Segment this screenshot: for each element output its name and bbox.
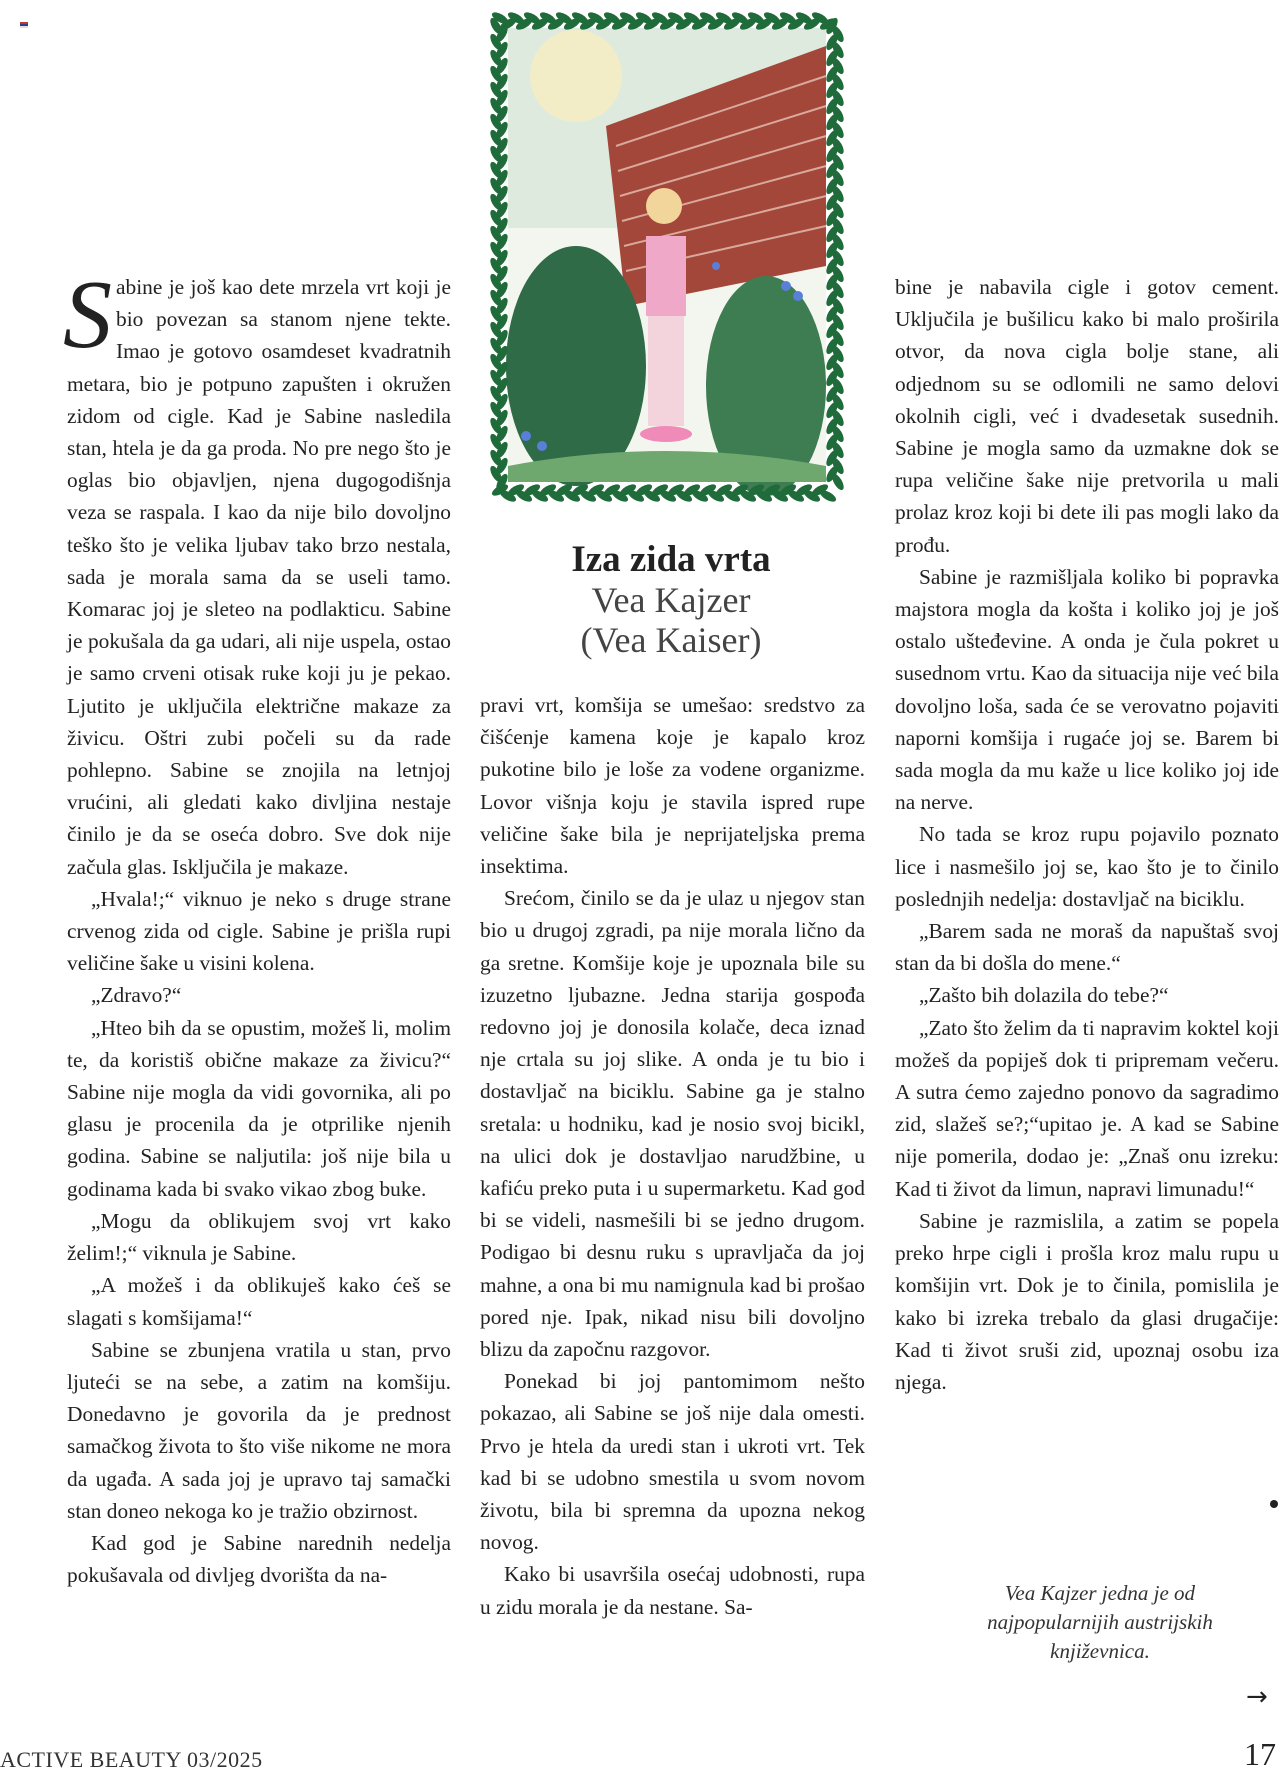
paragraph: Ponekad bi joj pantomimom nešto pokazao, ali Sabine se još nije dala omesti. Prvo je htela da uredi stan i ukroti vrt. Tek kad bi se udobno smestila u svom novom životu, bila bi spremna da upozna nekog novog. (480, 1369, 865, 1555)
paragraph: Sabine je razmislila, a zatim se popela preko hrpe cigli i prošla kroz malu rupu u komšijin vrt. Dok je to činila, pomislila je kako bi izreka trebalo da glasi drugačije: Kad ti život sruši zid, upoznaj osobu iza njega. (895, 1208, 1279, 1394)
paragraph: „A možeš i da oblikuješ kako ćeš se slagati s komšijama!“ (67, 1273, 451, 1330)
paragraph: No tada se kroz rupu pojavilo poznato lice i nasmešilo joj se, kao što je to činilo poslednjih nedelja: dostavljač na biciklu. (895, 822, 1279, 911)
drop-cap: S (63, 261, 112, 369)
article-column-2 (480, 689, 865, 1623)
end-of-article-mark (1270, 1500, 1278, 1508)
arrow-right-icon[interactable]: → (1246, 1682, 1268, 1712)
article-title-block (486, 540, 856, 660)
paragraph: „Barem sada ne moraš da napuštaš svoj stan da bi došla do mene.“ (895, 919, 1279, 976)
paragraph: bine je nabavila cigle i gotov cement. Uključila je bušilicu kako bi malo proširila otvor, da nova cigla bolje stane, ali odjednom su se odlomili ne samo delovi okolnih cigli, već i dvadesetak susednih. Sabine je mogla samo da uzmakne dok se rupa veličine šake nije pretvorila u mali prolaz kroz koji bi dete ili pas mogli lako da prođu. (895, 275, 1279, 557)
garden-illustration-icon (486, 6, 848, 504)
article-title: Iza zida vrta (571, 539, 771, 580)
article-column-3 (895, 271, 1279, 1398)
article-author: Vea Kajzer (591, 580, 751, 620)
article-author-original: (Vea Kaiser) (580, 620, 762, 660)
magazine-issue: ACTIVE BEAUTY 03/2025 (0, 1747, 263, 1772)
paragraph: pravi vrt, komšija se umešao: sredstvo za čišćenje kamena koje je kapalo kroz pukotine bilo je loše za vodene organizme. Lovor višnja koju je stavila ispred rupe veličine šake bila je neprijateljska prema insektima. (480, 693, 865, 879)
paragraph: „Zato što želim da ti napravim koktel koji možeš da popiješ dok ti pripremam večeru. A sutra ćemo zajedno ponovo da sagradimo zid, slažeš se?;“upitao je. A kad se Sabine nije pomerila, dodao je: „Znaš onu izreku: Kad ti život da limun, napravi limunadu!“ (895, 1015, 1279, 1201)
page-number: 17 (1244, 1736, 1276, 1772)
article-column-1 (63, 261, 451, 1591)
paragraph: „Zdravo?“ (91, 983, 182, 1008)
paragraph: Kad god je Sabine narednih nedelja pokušavala od divljeg dvorišta da na- (67, 1530, 451, 1588)
paragraph: „Hvala!;“ viknuo je neko s druge strane crvenog zida od cigle. Sabine je prišla rupi veličine šake u visini kolena. (67, 886, 451, 976)
paragraph: Sabine se zbunjena vratila u stan, prvo ljuteći se na sebe, a zatim na komšiju. Donedavno je govorila da je prednost samačkog života to što više nikome ne mora da ugađa. A sada joj je upravo taj samački stan doneo nekoga ko je tražio obzirnost. (67, 1337, 451, 1523)
paragraph: „Mogu da oblikujem svoj vrt kako želim!;“ viknula je Sabine. (67, 1208, 451, 1266)
paragraph: Srećom, činilo se da je ulaz u njegov stan bio u drugoj zgradi, pa nije morala lično da ga sretne. Komšije koje je upoznala bile su izuzetno ljubazne. Jedna starija gospođa redovno joj je donosila kolače, deca iznad nje crtala su joj slike. A onda je tu bio i dostavljač na biciklu. Sabine ga je stalno sretala: u hodniku, kad je nosio svoj bicikl, na ulici dok je dostavljao narudžbine, u kafiću preko puta i u supermarketu. Kad god bi se videli, nasmešili bi se jedno drugom. Podigao bi desnu ruku s upravljača da joj mahne, a ona bi mu namignula kad bi prošao pored nje. Ipak, nikad nisu bili dovoljno blizu da započnu razgovor. (480, 886, 865, 1362)
paragraph: Sabine je još kao dete mrzela vrt koji je bio povezan sa stanom njene tekte. Imao je gotovo osamdeset kvadratnih metara, bio je potpuno zapušten i okružen zidom od cigle. Kad je Sabine nasledila stan, htela je da ga proda. No pre nego što je oglas bio objavljen, njena dugogodišnja veza se raspala. I kao da nije bilo dovoljno teško što je velika ljubav tako brzo nestala, sada je morala sama da se useli tamo. Komarac joj je sleteo na podlakticu. Sabine je pokušala da ga udari, ali nije uspela, ostao je samo crveni otisak ruke koji ju je pekao. Ljutito je uključila električne makaze za živicu. Oštri zubi počeli su da rade pohlepno. Sabine se znojila na letnjoj vrućini, ali gledati kako divljina nestaje činilo je da se oseća dobro. Sve dok nije začula glas. Isključila je makaze. (63, 261, 451, 879)
paragraph: „Zašto bih dolazila do tebe?“ (919, 983, 1169, 1008)
author-bio: Vea Kajzer jedna je od najpopularnijih austrijskih književnica. (987, 1581, 1213, 1663)
paragraph: Sabine je razmišljala koliko bi popravka majstora mogla da košta i koliko joj je još ostalo ušteđevine. A onda je čula pokret u susednom vrtu. Kao da situacija nije već bila dovoljno loša, sada će se verovatno pojaviti naporni komšija i rugaće joj se. Barem bi sada mogla da mu kaže u lice koliko joj ide na nerve. (895, 564, 1279, 815)
flag-icon (20, 22, 28, 28)
paragraph: „Hteo bih da se opustim, možeš li, molim te, da koristiš obične makaze za živicu?“ Sabine nije mogla da vidi govornika, ali po glasu je procenila da je otprilike njenih godina. Sabine se naljutila: još nije bila u godinama kada bi svako vikao zbog buke. (67, 1015, 451, 1201)
paragraph: Kako bi usavršila osećaj udobnosti, rupa u zidu morala je da nestane. Sa- (480, 1562, 865, 1619)
